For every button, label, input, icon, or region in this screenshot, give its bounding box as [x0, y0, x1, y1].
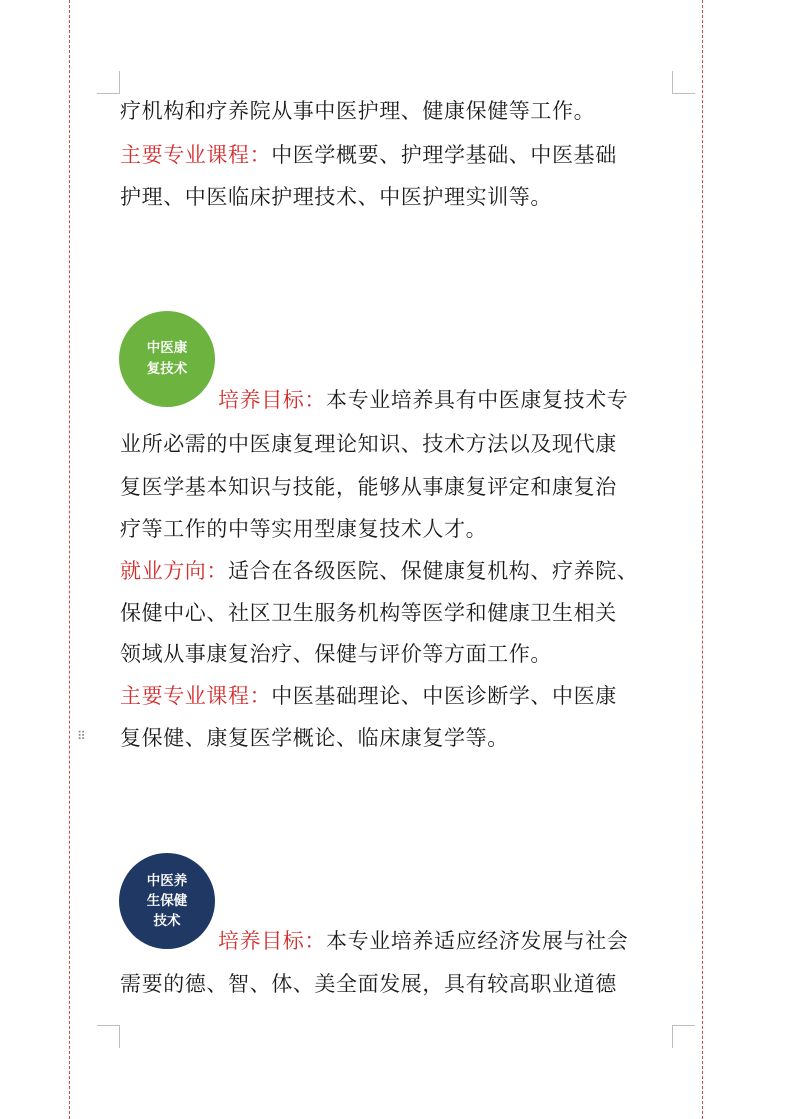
- text-line: 复保健、康复医学概论、临床康复学等。: [120, 726, 509, 750]
- text-line: 疗等工作的中等实用型康复技术人才。: [120, 517, 488, 541]
- text-line: 领域从事康复治疗、保健与评价等方面工作。: [120, 642, 552, 666]
- text-line: 复医学基本知识与技能，能够从事康复评定和康复治: [120, 475, 617, 499]
- crop-mark-bottom-left: [97, 1025, 120, 1048]
- goal-label: 培养目标：: [218, 388, 326, 412]
- text-line: 需要的德、智、体、美全面发展，具有较高职业道德: [120, 972, 617, 996]
- text-line: 疗机构和疗养院从事中医护理、健康保健等工作。: [120, 99, 596, 123]
- employ-text: 适合在各级医院、保健康复机构、疗养院、: [228, 559, 639, 583]
- badge-text: 生保健: [146, 893, 188, 909]
- goal-label: 培养目标：: [218, 929, 326, 953]
- courses-label: 主要专业课程：: [120, 143, 272, 167]
- crop-mark-top-right: [672, 71, 695, 94]
- courses-label: 主要专业课程：: [120, 684, 272, 708]
- courses-text: 中医学概要、护理学基础、中医基础: [271, 143, 617, 167]
- goal-text: 本专业培养适应经济发展与社会: [326, 929, 629, 953]
- left-margin-line: [69, 0, 70, 1119]
- badge-text: 中医养: [146, 873, 188, 889]
- crop-mark-bottom-right: [672, 1025, 695, 1048]
- badge-text: 中医康: [146, 340, 188, 356]
- goal-text: 本专业培养具有中医康复技术专: [326, 388, 629, 412]
- text-line: 保健中心、社区卫生服务机构等医学和健康卫生相关: [120, 601, 617, 625]
- goal-line: [120, 380, 770, 422]
- badge-text: 复技术: [146, 361, 188, 377]
- courses-line: [120, 676, 672, 718]
- badge-text: 技术: [153, 913, 181, 929]
- courses-line: [120, 135, 672, 177]
- table-move-handle-icon[interactable]: ⠿: [77, 729, 85, 743]
- employ-line: [120, 551, 672, 593]
- employ-label: 就业方向：: [120, 559, 228, 583]
- text-line: 业所必需的中医康复理论知识、技术方法以及现代康: [120, 432, 617, 456]
- courses-text: 中医基础理论、中医诊断学、中医康: [271, 684, 617, 708]
- text-line: 护理、中医临床护理技术、中医护理实训等。: [120, 185, 552, 209]
- crop-mark-top-left: [97, 71, 120, 94]
- goal-line: [120, 921, 770, 963]
